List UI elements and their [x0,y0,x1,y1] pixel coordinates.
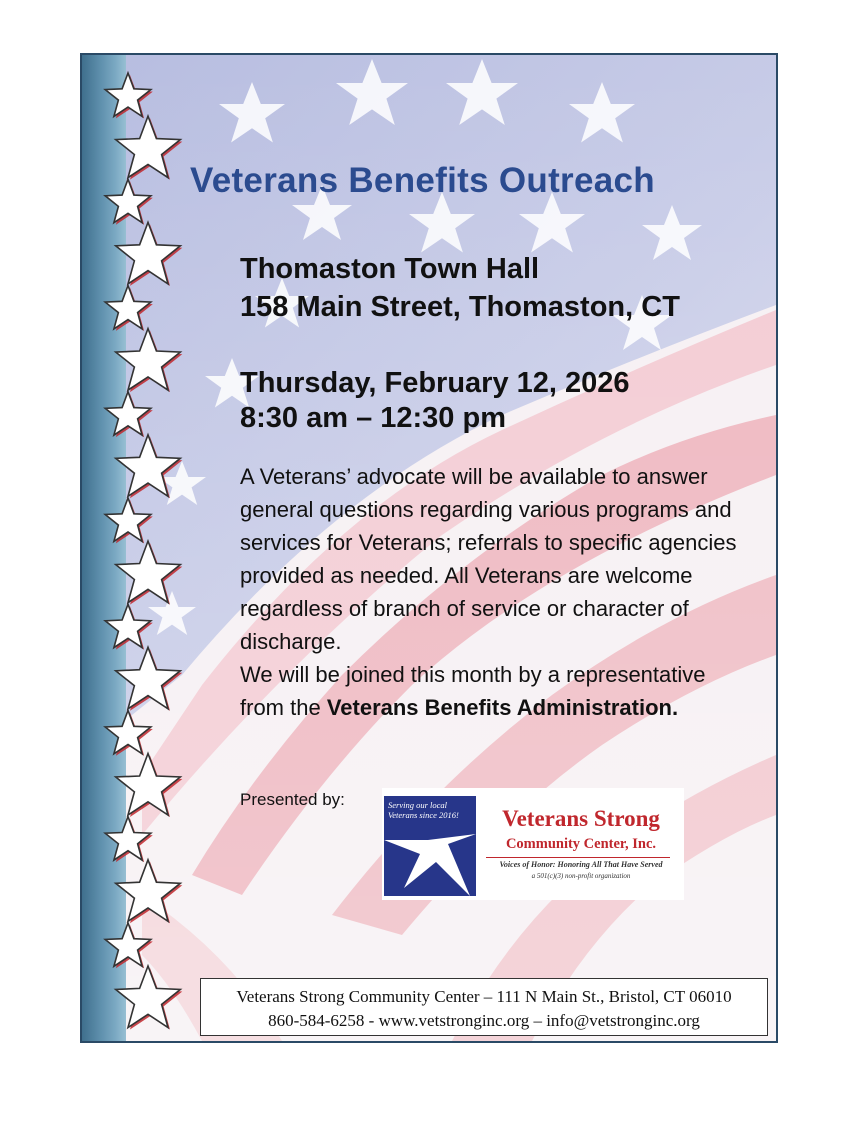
star-outline-icon [105,392,153,437]
star-outline-icon [105,179,153,225]
star-outline-icon [116,541,183,605]
description-paragraph-2 [240,658,745,724]
star-outline-icon [116,116,183,180]
logo-status: a 501(c)(3) non-profit organization [531,872,631,880]
star-outline-icon [105,498,153,544]
star-outline-icon [116,754,183,818]
star-outline-icon [116,435,183,499]
description-bold-text: Veterans Benefits Administration. [326,695,679,720]
venue-name: Thomaston Town Hall [240,253,540,285]
star-outline-icon [105,73,153,118]
logo-motto: Voices of Honor: Honoring All That Have Served [499,860,663,869]
logo-tagline: Serving our local Veterans since 2016! [388,800,459,820]
logo-divider [486,857,670,858]
star-outline-icon [105,817,153,863]
star-outline-icon [105,710,153,755]
star-outline-icon [116,329,183,393]
venue-address: 158 Main Street, Thomaston, CT [240,291,680,323]
event-time: 8:30 am – 12:30 pm [240,402,506,434]
footer-address: Veterans Strong Community Center – 111 N Main St., Bristol, CT 06010 [236,987,732,1006]
description [240,460,745,724]
footer-contact: 860-584-6258 - www.vetstronginc.org – info@vetstronginc.org [268,1011,700,1030]
organization-logo [382,788,684,900]
description-text: We will be joined this month by a representative from the [240,662,706,720]
presented-by-label: Presented by: [240,790,345,809]
star-column [82,55,192,1041]
star-outline-icon [116,966,183,1030]
footer-contact-box [200,978,768,1036]
page-title: Veterans Benefits Outreach [190,161,655,200]
star-outline-icon [116,647,183,711]
description-paragraph: A Veterans’ advocate will be available to answer general questions regarding various programs and services for Veterans; referrals to specific agencies provided as needed. All Veterans are welcome regardless of branch of service or character of discharge. [240,464,737,654]
star-outline-icon [105,923,153,968]
event-date: Thursday, February 12, 2026 [240,367,630,399]
star-outline-icon [116,860,183,924]
logo-org-subtitle: Community Center, Inc. [505,836,657,852]
star-outline-icon [116,222,183,286]
star-outline-icon [105,604,153,649]
flyer [80,53,778,1043]
star-outline-icon [105,286,153,331]
logo-org-name: Veterans Strong [502,806,660,831]
